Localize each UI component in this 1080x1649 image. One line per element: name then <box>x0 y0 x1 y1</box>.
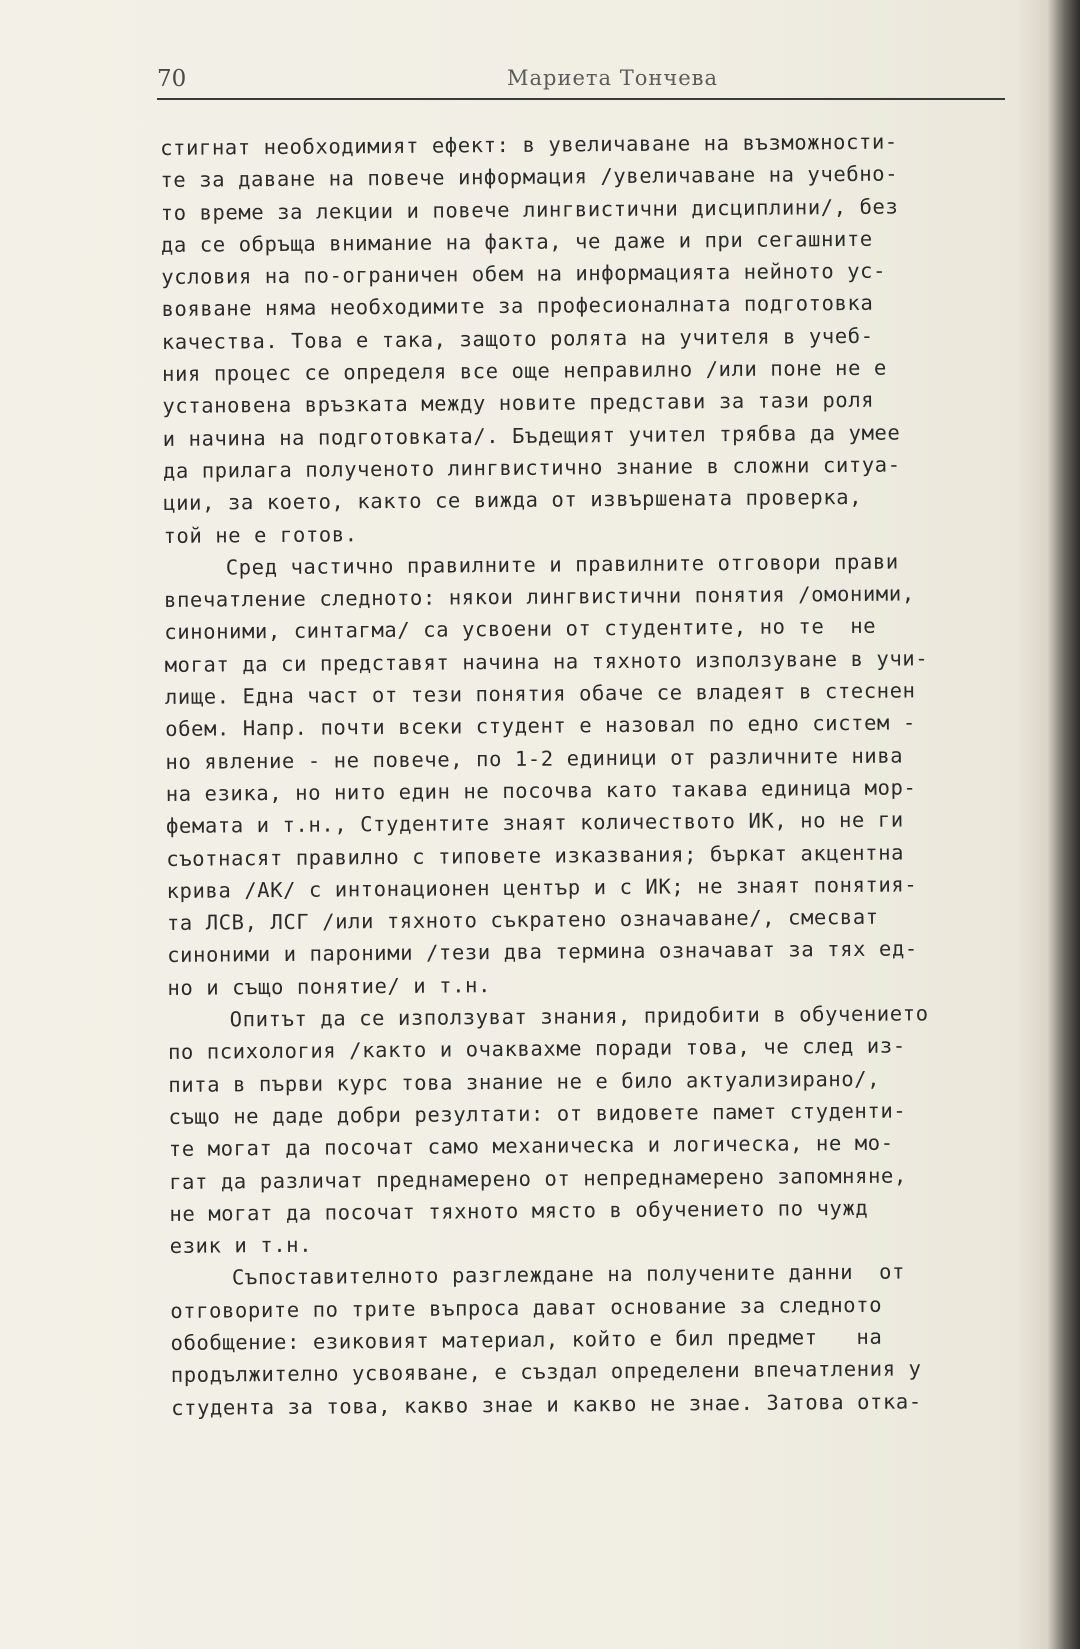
page-header <box>157 66 1005 102</box>
text-line: Съпоставителното разглеждане на получените данни от <box>231 1259 906 1290</box>
text-line: то време за лекции и повече лингвистични дисциплини/, без <box>160 194 899 225</box>
text-line: пита в първи курс това знание не е било актуализирано/, <box>168 1066 881 1097</box>
header-rule <box>157 98 1005 100</box>
text-line: стигнат необходимият ефект: в увеличаване на възможности- <box>160 129 898 160</box>
text-line: обобщение: езиковият материал, който е бил предмет на <box>170 1324 883 1355</box>
body-text <box>160 124 1031 1423</box>
text-line: съотнасят правилно с типовете изказвания; бъркат акцентна <box>166 840 905 871</box>
text-line: могат да си представят начина на тяхното използуване в учи- <box>164 646 929 677</box>
text-line: вояване няма необходимите за професионалната подготовка <box>161 291 874 322</box>
text-line: той не е готов. <box>163 521 358 548</box>
text-line: Опитът да се използуват знания, придобити в обучението <box>229 1001 929 1032</box>
text-line: та ЛСВ, ЛСГ /или тяхното съкратено означаване/, смесват <box>166 904 879 936</box>
text-line: ции, за което, както се вижда от извършената проверка, <box>163 485 863 516</box>
text-line: също не даде добри резултати: от видовете памет студенти- <box>168 1098 907 1129</box>
text-line: условия на по-ограничен обем на информацията нейното ус- <box>161 258 887 290</box>
text-line: продължително усвояване, е създал определени впечатления у <box>170 1356 922 1388</box>
text-line: ния процес се определя все още неправилно /или поне не е <box>162 355 887 387</box>
text-line: да се обръща внимание на факта, че даже и при сегашните <box>160 226 873 257</box>
text-line: но явление - не повече, по 1-2 единици от различните нива <box>165 743 904 774</box>
text-line: синоними, синтагма/ са усвоени от студентите, но те не <box>164 614 877 645</box>
page-number: 70 <box>157 66 187 92</box>
text-line: фемата и т.н., Студентите знаят количеството ИК, но не ги <box>165 807 904 839</box>
text-line: език и т.н. <box>169 1232 313 1259</box>
text-line: но и също понятие/ и т.н. <box>167 972 492 1000</box>
text-line: качества. Това е така, защото ролята на учителя в учеб- <box>161 323 874 354</box>
running-head: Мариета Тончева <box>507 66 719 90</box>
text-line: обем. Напр. почти всеки студент е назовал по едно систем - <box>165 710 916 742</box>
text-line: Сред частично правилните и правилните отговори прави <box>225 549 899 580</box>
text-line: по психология /както и очаквахме поради това, че след из- <box>167 1033 906 1065</box>
text-line: студента за това, какво знае и какво не знае. Затова отка- <box>171 1388 922 1420</box>
text-line: крива /АК/ с интонационен център и с ИК; не знаят понятия- <box>166 872 918 903</box>
text-line: да прилага полученото лингвистично знание в сложни ситуа- <box>162 452 901 483</box>
text-line: те за даване на повече информация /увеличаване на учебно- <box>160 161 899 193</box>
text-line: на езика, но нито един не посочва като такава единица мор- <box>165 775 917 806</box>
text-line: впечатление следното: някои лингвистични понятия /омоними, <box>163 581 915 613</box>
text-line: лище. Една част от тези понятия обаче се владеят в стеснен <box>164 678 916 710</box>
text-line: и начина на подготовката/. Бъдещият учител трябва да умее <box>162 420 901 451</box>
text-line: установена връзката между новите представи за тази роля <box>162 388 875 419</box>
text-line: гат да различат преднамерено от непреднамерено запомняне, <box>169 1163 907 1194</box>
text-line: не могат да посочат тяхното място в обучението по чужд <box>169 1195 869 1226</box>
text-line: те могат да посочат само механическа и логическа, не мо- <box>168 1130 894 1162</box>
text-line: отговорите по трите въпроса дават основание за следното <box>170 1292 883 1323</box>
text-line: синоними и пароними /тези два термина означават за тях ед- <box>167 936 918 968</box>
